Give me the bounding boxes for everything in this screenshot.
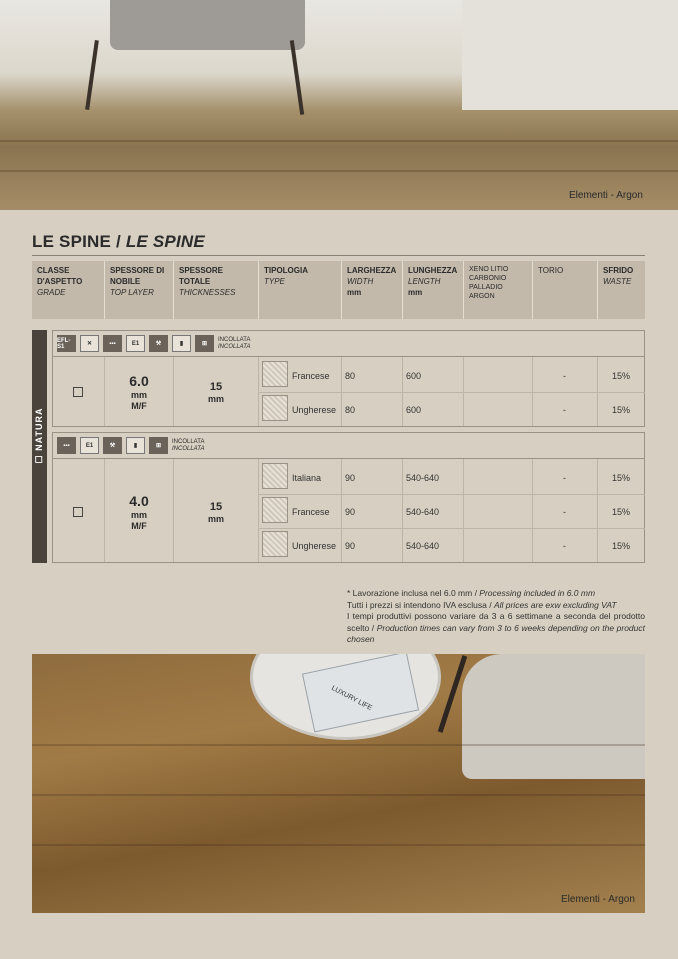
thickness-cell <box>174 357 259 426</box>
fire-class-icon: EFL-S1 <box>57 335 76 352</box>
magazine-title: LUXURY LIFE <box>330 684 374 713</box>
header-grade: CLASSE D'ASPETTO GRADE <box>32 261 105 319</box>
row-waste: 15% <box>612 405 631 415</box>
row-type: Italiana <box>292 473 322 483</box>
click-system-icon: ⊞ <box>149 437 168 454</box>
top-layer-suffix: M/F <box>131 521 147 531</box>
footnotes <box>347 588 645 646</box>
floor-line <box>0 140 678 142</box>
top-layer-suffix: M/F <box>131 401 147 411</box>
row-width: 90 <box>345 541 356 551</box>
header-width: LARGHEZZA WIDTH mm <box>342 261 403 319</box>
row-length: 540-640 <box>406 507 440 517</box>
title-italic: LE SPINE <box>125 232 205 251</box>
pattern-italiana-icon <box>262 463 288 489</box>
row-torio: - <box>563 371 566 381</box>
row-waste: 15% <box>612 371 631 381</box>
natura-side-label <box>32 330 47 563</box>
row-length: 540-640 <box>406 473 440 483</box>
e1-emission-icon: E1 <box>126 335 145 352</box>
pattern-francese-icon <box>262 497 288 523</box>
xeno-column <box>464 459 533 562</box>
natura-label-text: ☐ NATURA <box>34 407 44 464</box>
top-photo-caption: Elementi - Argon <box>569 190 643 201</box>
row-waste: 15% <box>612 541 631 551</box>
hammer-icon: ⚒ <box>103 437 122 454</box>
row-length: 600 <box>406 405 422 415</box>
product-group-4mm <box>52 432 645 563</box>
thickness-unit: mm <box>207 394 224 404</box>
click-system-icon: ⊞ <box>195 335 214 352</box>
row-width: 90 <box>345 507 356 517</box>
pattern-francese-icon <box>262 361 288 387</box>
three-layer-icon: ▪▪▪ <box>57 437 76 454</box>
thickness-cell <box>174 459 259 562</box>
pattern-ungherese-icon <box>262 531 288 557</box>
no-heating-icon: ✕ <box>80 335 99 352</box>
row-length: 540-640 <box>406 541 440 551</box>
row-width: 80 <box>345 405 356 415</box>
row-torio: - <box>563 507 566 517</box>
wall-panel <box>462 0 678 110</box>
top-room-photo <box>0 0 678 210</box>
bottom-room-photo <box>32 654 645 913</box>
top-layer-value: 6.0 <box>129 373 149 389</box>
title-divider <box>32 255 645 256</box>
thickness-value: 15 <box>209 501 223 513</box>
thickness-value: 15 <box>209 381 223 393</box>
title-main: LE SPINE / <box>32 232 126 251</box>
pattern-ungherese-icon <box>262 395 288 421</box>
table-header <box>32 261 645 319</box>
grade-cell <box>53 357 105 426</box>
floor-line <box>32 744 645 746</box>
page-title <box>32 232 205 252</box>
row-torio: - <box>563 541 566 551</box>
row-width: 90 <box>345 473 356 483</box>
incollata-label: INCOLLATA INCOLLATA <box>218 336 251 350</box>
top-layer-unit: mm <box>130 510 147 520</box>
thickness-unit: mm <box>207 514 224 524</box>
three-layer-icon: ▪▪▪ <box>103 335 122 352</box>
note-production-times: I tempi produttivi possono variare da 3 a 6 settimane a seconda del prodotto scelto / Production times can vary from 3 to 6 weeks depending on the product chosen <box>347 611 646 644</box>
top-layer-value: 4.0 <box>129 493 149 509</box>
row-type: Francese <box>292 507 330 517</box>
grade-checkbox[interactable] <box>73 387 83 397</box>
note-vat: Tutti i prezzi si intendono IVA esclusa / All prices are exw excluding VAT <box>347 599 617 610</box>
top-layer-cell <box>105 459 174 562</box>
floor-line <box>32 794 645 796</box>
spec-icons-bar <box>53 331 644 357</box>
armchair <box>462 654 645 779</box>
bottom-photo-caption: Elementi - Argon <box>561 894 635 905</box>
header-type: TIPOLOGIA TYPE <box>259 261 342 319</box>
grade-cell <box>53 459 105 562</box>
header-length: LUNGHEZZA LENGTH mm <box>403 261 464 319</box>
spec-icons-bar <box>53 433 644 459</box>
xeno-column <box>464 357 533 426</box>
top-layer-unit: mm <box>130 390 147 400</box>
product-group-6mm <box>52 330 645 427</box>
header-xeno-litio: XENO LITIO CARBONIO PALLADIO ARGON <box>464 261 533 319</box>
floor-line <box>32 844 645 846</box>
row-waste: 15% <box>612 473 631 483</box>
torio-column <box>533 357 598 426</box>
glue-icon: ▮ <box>126 437 145 454</box>
header-waste: SFRIDO WASTE <box>603 266 634 286</box>
row-torio: - <box>563 473 566 483</box>
hammer-icon: ⚒ <box>149 335 168 352</box>
top-layer-cell <box>105 357 174 426</box>
chair-seat <box>110 0 305 50</box>
incollata-label: INCOLLATA INCOLLATA <box>172 438 205 452</box>
row-type: Ungherese <box>292 541 337 551</box>
floor-line <box>0 170 678 172</box>
width-column <box>342 357 403 426</box>
chair-leg <box>85 40 99 110</box>
row-waste: 15% <box>612 507 631 517</box>
header-torio: TORIO <box>533 261 598 319</box>
e1-emission-icon: E1 <box>80 437 99 454</box>
header-thickness: SPESSORE TOTALE THICKNESSES <box>174 261 259 319</box>
chair-leg <box>290 40 304 115</box>
glue-icon: ▮ <box>172 335 191 352</box>
grade-checkbox[interactable] <box>73 507 83 517</box>
row-length: 600 <box>406 371 422 381</box>
row-torio: - <box>563 405 566 415</box>
note-processing: * Lavorazione inclusa nel 6.0 mm / Processing included in 6.0 mm <box>347 588 596 598</box>
row-type: Ungherese <box>292 405 337 415</box>
row-width: 80 <box>345 371 356 381</box>
header-top-layer: SPESSORE DI NOBILE TOP LAYER <box>105 261 174 319</box>
length-column <box>403 357 464 426</box>
row-type: Francese <box>292 371 330 381</box>
